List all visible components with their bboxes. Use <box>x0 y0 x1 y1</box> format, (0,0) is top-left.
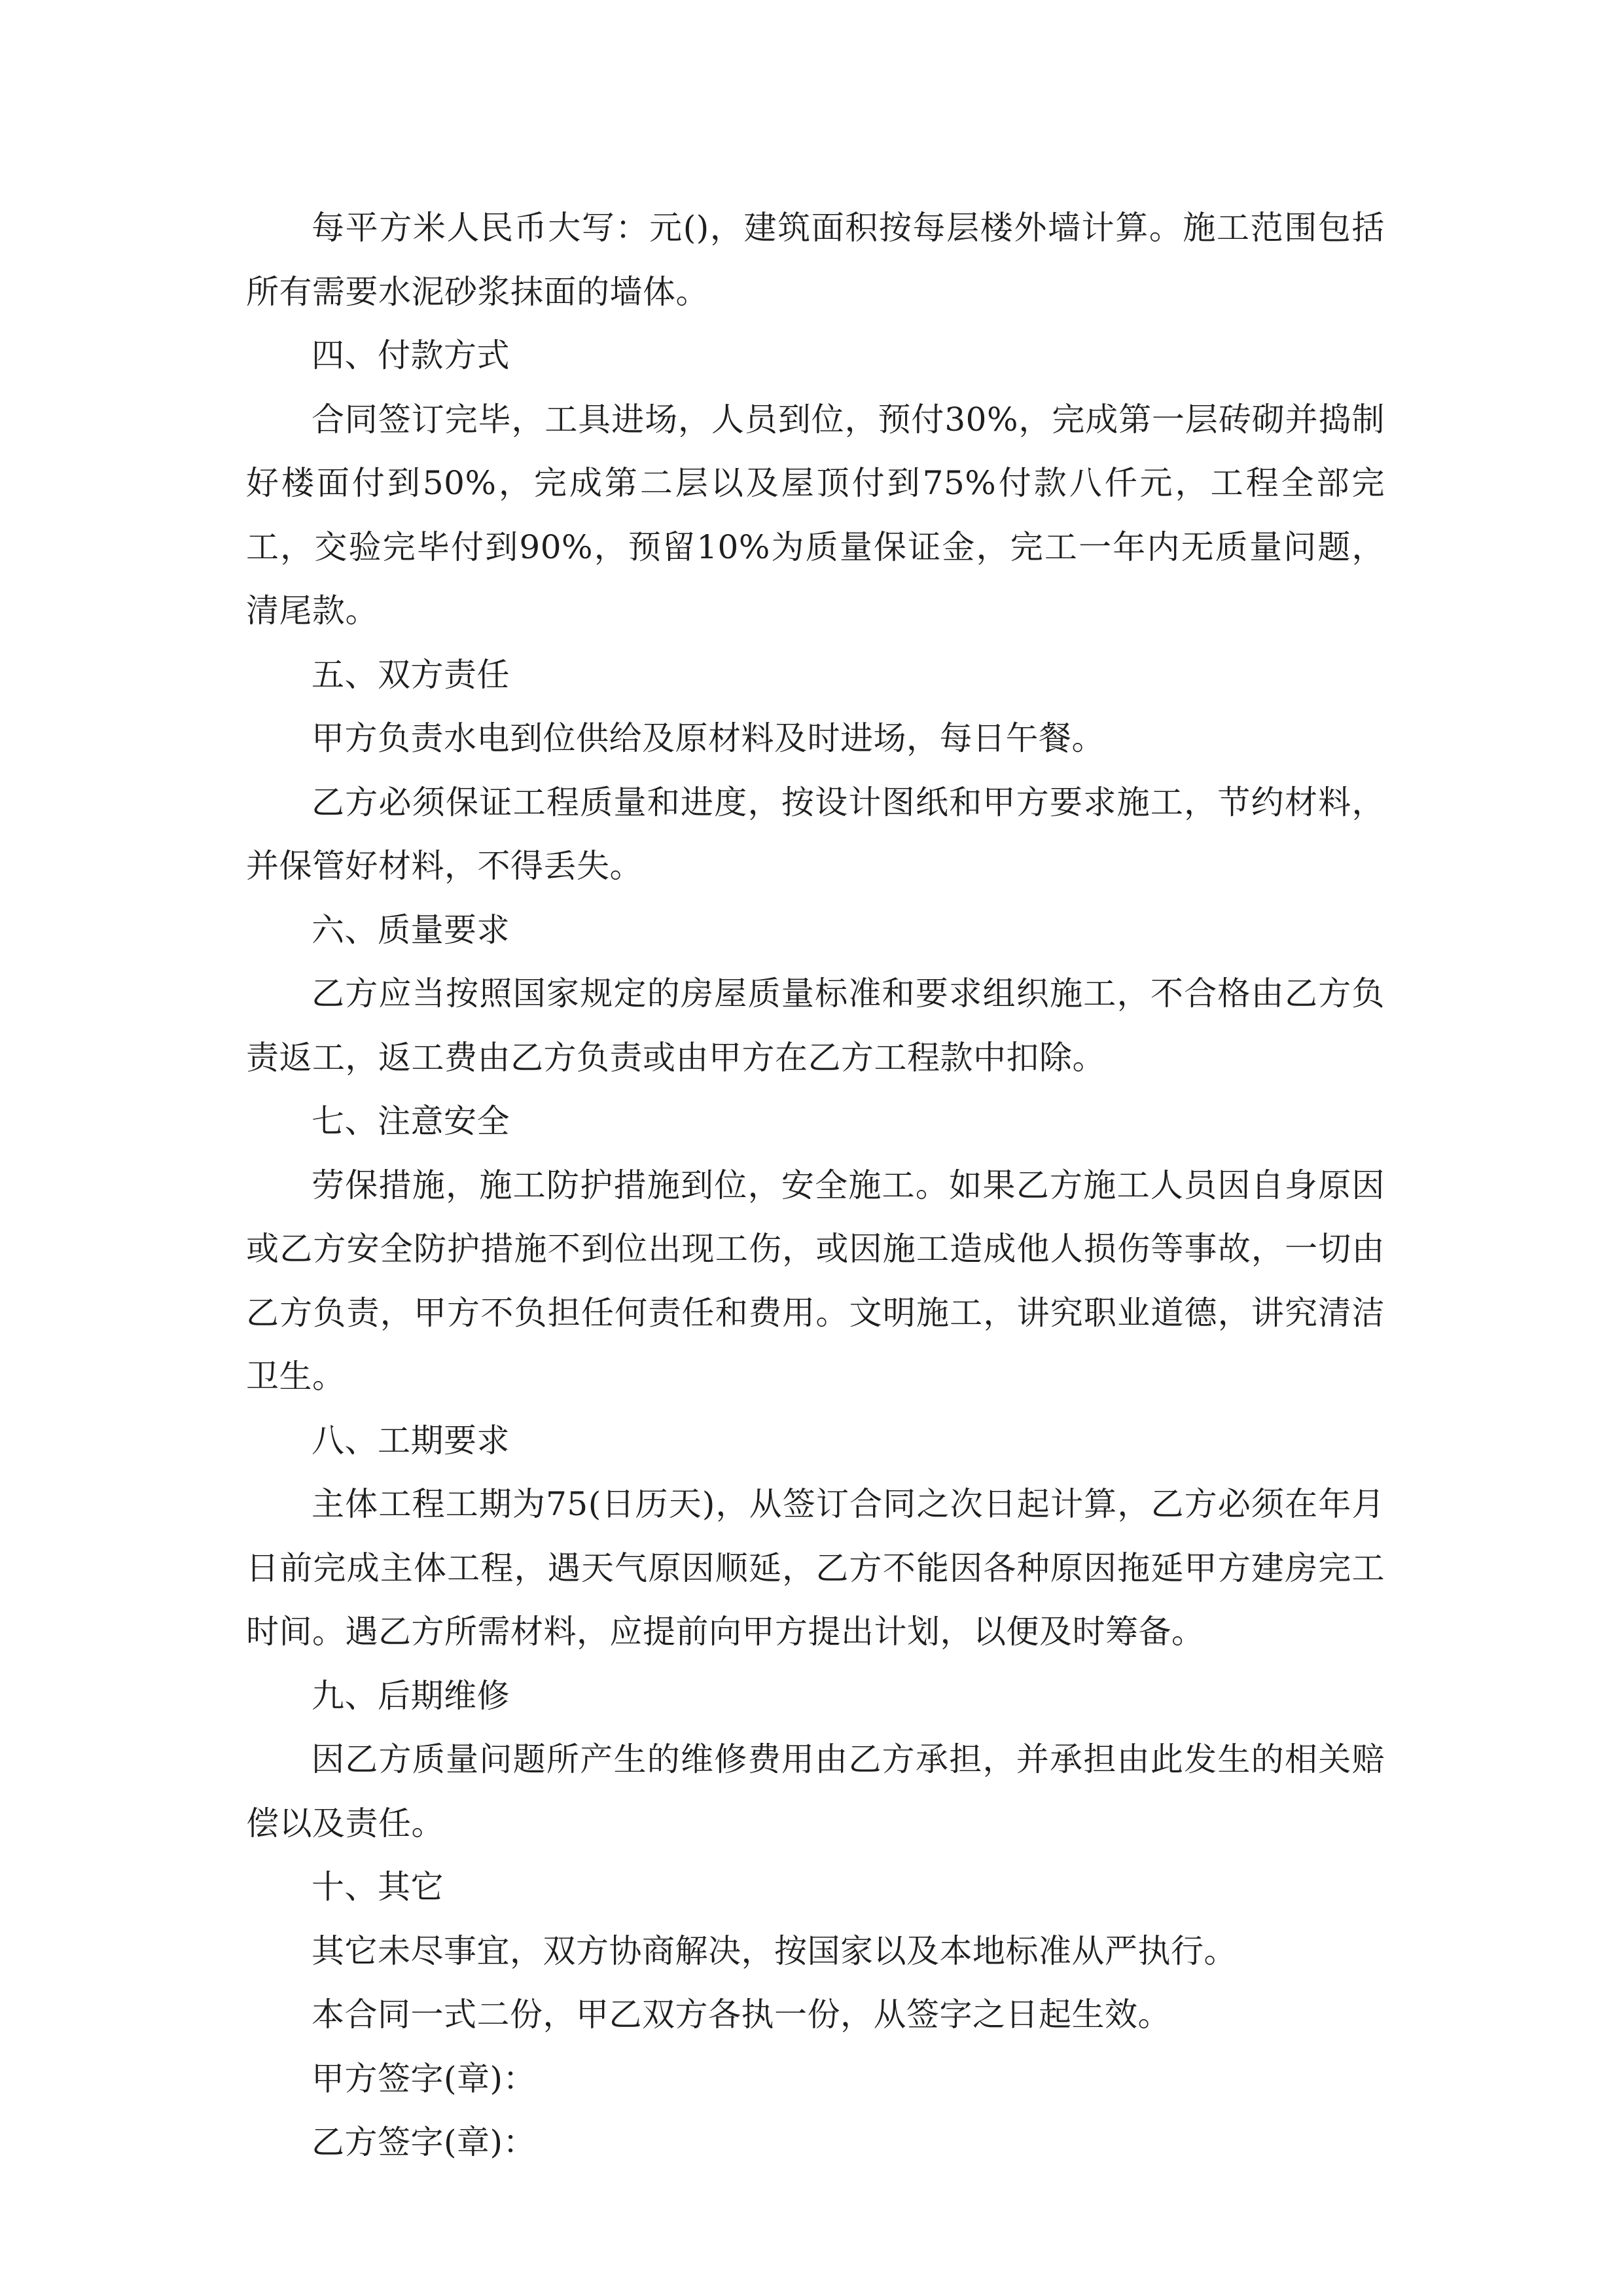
paragraph-safety-terms: 劳保措施，施工防护措施到位，安全施工。如果乙方施工人员因自身原因或乙方安全防护措施不到位出现工伤，或因施工造成他人损伤等事故，一切由乙方负责，甲方不负担任何责任和费用。文明施工，讲究职业道德，讲究清洁卫生。 <box>246 1166 1385 1395</box>
paragraph-party-a-duty: 甲方负责水电到位供给及原材料及时进场，每日午餐。 <box>312 719 1105 757</box>
paragraph-maintenance-terms: 因乙方质量问题所产生的维修费用由乙方承担，并承担由此发生的相关赔偿以及责任。 <box>246 1740 1385 1842</box>
heading-quality: 六、质量要求 <box>312 910 510 949</box>
signature-party-a: 甲方签字(章)： <box>312 2059 537 2098</box>
heading-schedule: 八、工期要求 <box>312 1421 510 1460</box>
paragraph-other-terms: 其它未尽事宜，双方协商解决，按国家以及本地标准从严执行。 <box>312 1931 1237 1970</box>
heading-responsibilities: 五、双方责任 <box>312 655 510 694</box>
heading-other: 十、其它 <box>312 1868 444 1906</box>
paragraph-quality-terms: 乙方应当按照国家规定的房屋质量标准和要求组织施工，不合格由乙方负责返工，返工费由乙方负责或由甲方在乙方工程款中扣除。 <box>246 975 1385 1077</box>
paragraph-schedule-terms: 主体工程工期为75(日历天)，从签订合同之次日起计算，乙方必须在年月日前完成主体工程，遇天气原因顺延，乙方不能因各种原因拖延甲方建房完工时间。遇乙方所需材料，应提前向甲方提出计划，以便及时筹备。 <box>246 1485 1385 1651</box>
heading-maintenance: 九、后期维修 <box>312 1676 510 1715</box>
paragraph-price-scope: 每平方米人民币大写：元()，建筑面积按每层楼外墙计算。施工范围包括所有需要水泥砂浆抹面的墙体。 <box>246 209 1385 311</box>
heading-payment-method: 四、付款方式 <box>312 336 510 374</box>
document-body <box>246 196 1385 2175</box>
heading-safety: 七、注意安全 <box>312 1102 510 1140</box>
signature-party-b: 乙方签字(章)： <box>312 2123 537 2161</box>
paragraph-copies: 本合同一式二份，甲乙双方各执一份，从签字之日起生效。 <box>312 1996 1171 2034</box>
paragraph-payment-terms: 合同签订完毕，工具进场，人员到位，预付30%，完成第一层砖砌并捣制好楼面付到50%，完成第二层以及屋顶付到75%付款八仟元，工程全部完工，交验完毕付到90%，预留10%为质量保证金，完工一年内无质量问题，清尾款。 <box>246 400 1385 630</box>
paragraph-party-b-duty: 乙方必须保证工程质量和进度，按设计图纸和甲方要求施工，节约材料，并保管好材料，不得丢失。 <box>246 783 1385 885</box>
